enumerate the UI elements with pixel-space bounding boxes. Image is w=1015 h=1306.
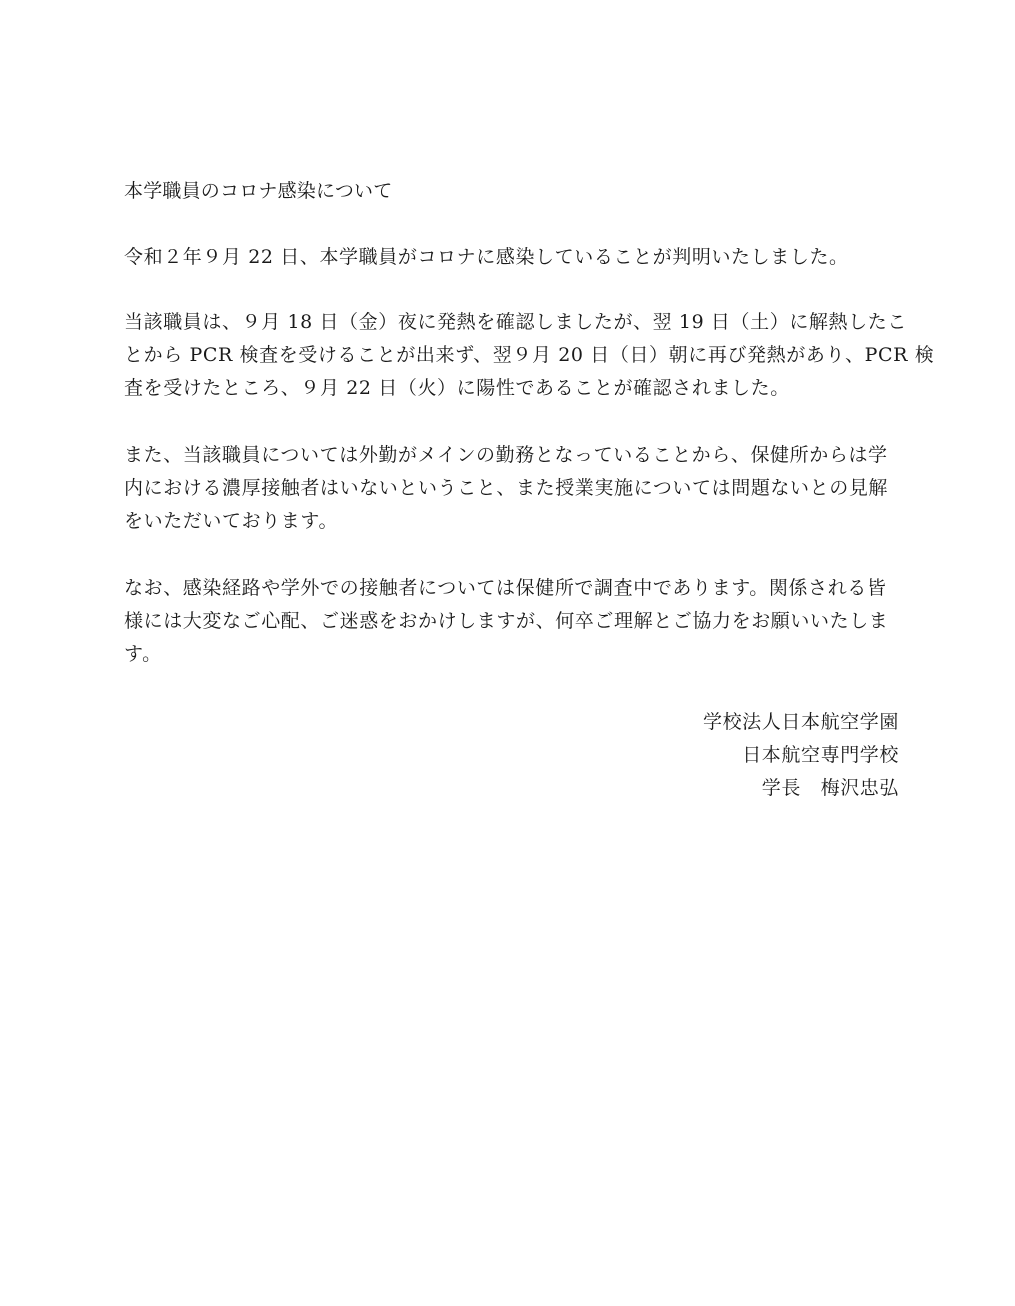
paragraph-line: 内における濃厚接触者はいないということ、また授業実施については問題ないとの見解 [124, 477, 889, 499]
paragraph-line: 様には大変なご心配、ご迷惑をおかけしますが、何卒ご理解とご協力をお願いいたしま [124, 610, 889, 632]
paragraph-apology [124, 572, 914, 671]
paragraph-line: 当該職員は、９月 18 日（金）夜に発熱を確認しましたが、翌 19 日（土）に解熱したこ [124, 311, 907, 333]
paragraph-line: また、当該職員については外勤がメインの勤務となっていることから、保健所からは学 [124, 444, 888, 466]
paragraph-line: をいただいております。 [124, 510, 339, 532]
paragraph-line: す。 [124, 643, 162, 665]
paragraph-line: 令和２年９月 22 日、本学職員がコロナに感染していることが判明いたしました。 [124, 246, 849, 268]
signature-block [703, 706, 899, 805]
paragraph-details [124, 306, 935, 405]
paragraph-health-center [124, 439, 914, 538]
signature-president: 学長 梅沢忠弘 [761, 777, 899, 799]
signature-organization: 学校法人日本航空学園 [702, 711, 899, 733]
paragraph-line: 査を受けたところ、９月 22 日（火）に陽性であることが確認されました。 [124, 377, 790, 399]
paragraph-line: とから PCR 検査を受けることが出来ず、翌９月 20 日（日）朝に再び発熱があり、PCR 検 [124, 344, 935, 366]
signature-school: 日本航空専門学校 [742, 744, 899, 766]
paragraph-line: なお、感染経路や学外での接触者については保健所で調査中であります。関係される皆 [124, 577, 887, 599]
paragraph-announcement [124, 241, 914, 274]
document-title: 本学職員のコロナ感染について [124, 180, 393, 202]
